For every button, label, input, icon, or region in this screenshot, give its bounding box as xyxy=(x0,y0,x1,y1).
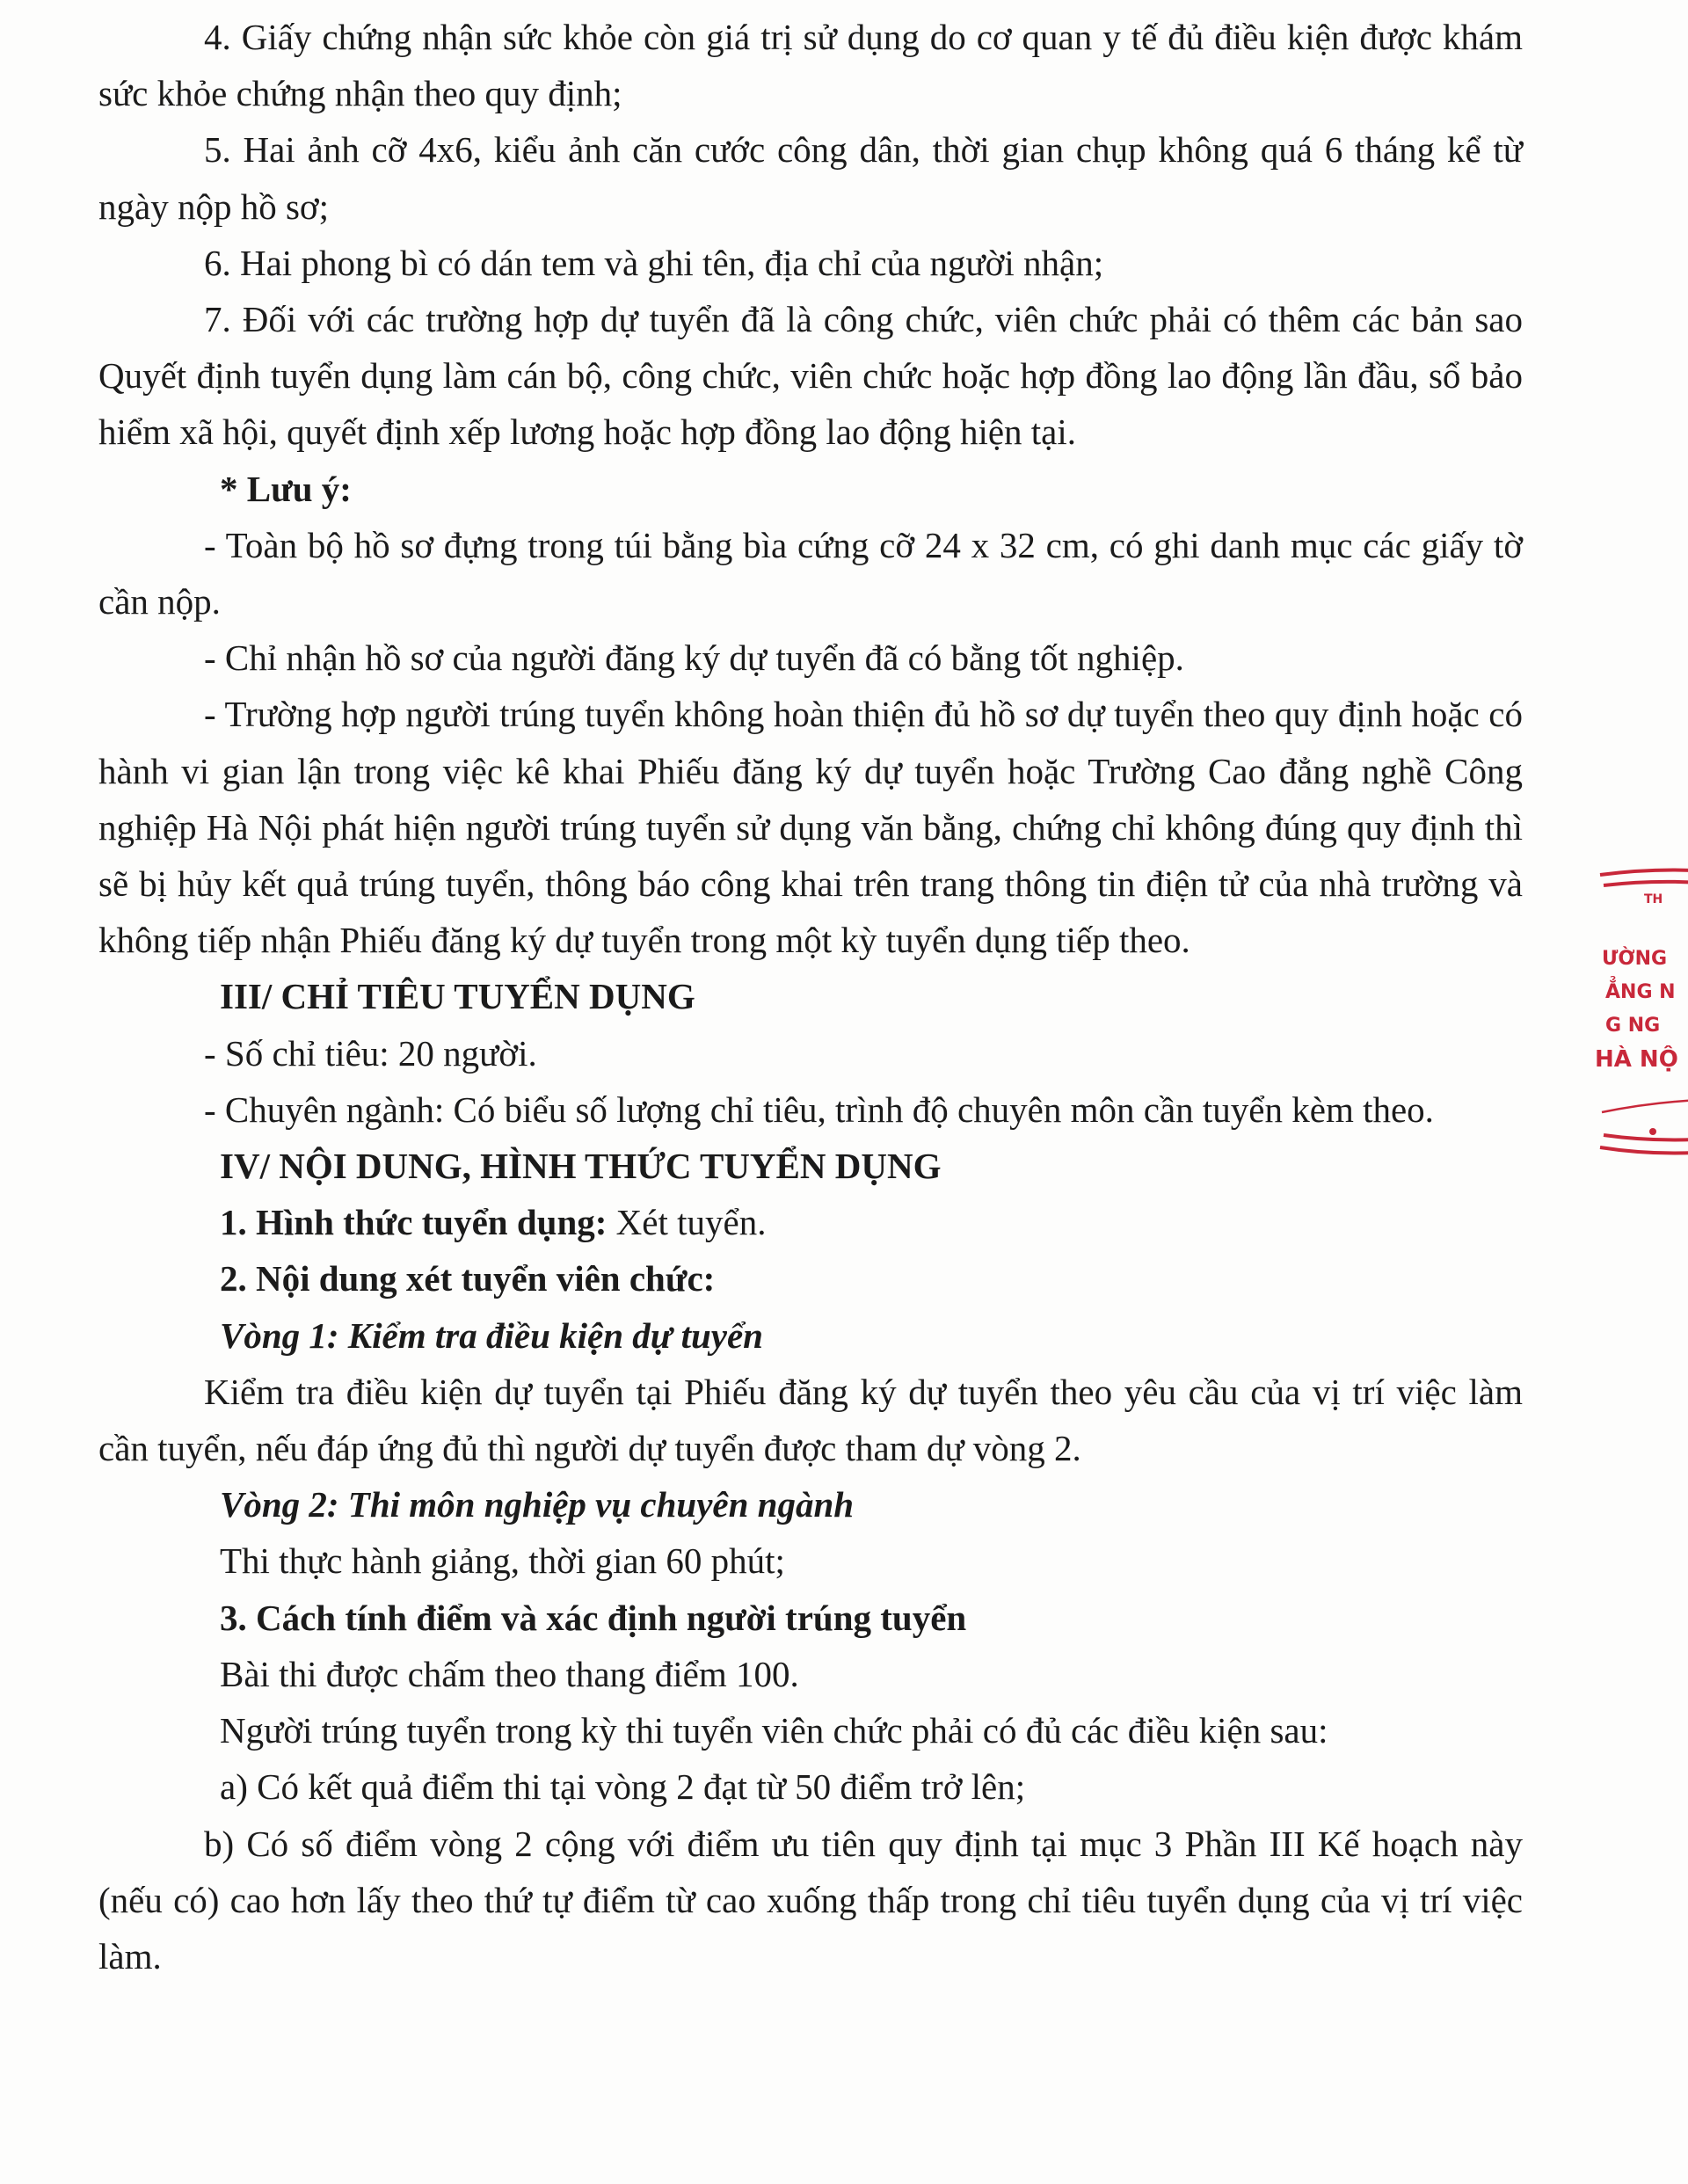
red-seal-stamp xyxy=(1582,866,1688,1165)
item-7: 7. Đối với các trường hợp dự tuyển đã là công chức, viên chức phải có thêm các bản sao Quyết định tuyển dụng làm cán bộ, công chức, viên chức hoặc hợp đồng lao động lần đầu, sổ bảo hiểm xã hội, quyết định xếp lương hoặc hợp đồng lao động hiện tại. xyxy=(98,299,1523,453)
scoring-line-1: Bài thi được chấm theo thang điểm 100. xyxy=(220,1653,799,1694)
section-3-heading: III/ CHỈ TIÊU TUYỂN DỤNG xyxy=(220,976,695,1017)
seal-inner-arc-bottom xyxy=(1604,1133,1688,1140)
round-2-title: Vòng 2: Thi môn nghiệp vụ chuyên ngành xyxy=(220,1484,855,1525)
seal-divider xyxy=(1602,1099,1688,1112)
seal-outer-arc-bottom xyxy=(1600,1146,1688,1154)
note-line-3: - Trường hợp người trúng tuyển không hoàn thiện đủ hồ sơ dự tuyển theo quy định hoặc có hành vi gian lận trong việc kê khai Phiếu đăng ký dự tuyển hoặc Trường Cao đẳng nghề Công nghiệp Hà Nội phát hiện người trúng tuyển sử dụng văn bằng, chứng chỉ không đúng quy định thì sẽ bị hủy kết quả trúng tuyển, thông báo công khai trên trang thông tin điện tử của nhà trường và không tiếp nhận Phiếu đăng ký dự tuyển trong một kỳ tuyển dụng tiếp theo. xyxy=(98,694,1523,961)
form-label: 1. Hình thức tuyển dụng: xyxy=(220,1202,608,1243)
form-value: Xét tuyển. xyxy=(607,1202,767,1243)
section-3-line-2: - Chuyên ngành: Có biểu số lượng chỉ tiêu, trình độ chuyên môn cần tuyển kèm theo. xyxy=(204,1088,1434,1130)
seal-text-2: ƯỜNG xyxy=(1602,948,1668,970)
seal-text-4: G NG xyxy=(1605,1015,1661,1037)
seal-dot xyxy=(1649,1128,1656,1135)
scoring-line-3: a) Có kết quả điểm thi tại vòng 2 đạt từ 50 điểm trở lên; xyxy=(220,1766,1026,1808)
scoring-title: 3. Cách tính điểm và xác định người trúng tuyển xyxy=(220,1597,967,1638)
note-line-2: - Chỉ nhận hồ sơ của người đăng ký dự tuyển đã có bằng tốt nghiệp. xyxy=(204,637,1184,679)
scoring-line-b: b) Có số điểm vòng 2 cộng với điểm ưu tiên quy định tại mục 3 Phần III Kế hoạch này (nếu có) cao hơn lấy theo thứ tự điểm từ cao xuống thấp trong chỉ tiêu tuyển dụng của vị trí việc làm. xyxy=(98,1823,1523,1977)
round-1-text: Kiểm tra điều kiện dự tuyển tại Phiếu đăng ký dự tuyển theo yêu cầu của vị trí việc làm cần tuyển, nếu đáp ứng đủ thì người dự tuyển được tham dự vòng 2. xyxy=(98,1371,1523,1469)
seal-inner-arc-top xyxy=(1604,882,1688,889)
seal-text-3: ẲNG N xyxy=(1605,981,1676,1003)
item-6: 6. Hai phong bì có dán tem và ghi tên, địa chỉ của người nhận; xyxy=(204,242,1104,283)
seal-outer-arc-top xyxy=(1600,870,1688,877)
round-1-title: Vòng 1: Kiểm tra điều kiện dự tuyển xyxy=(220,1314,763,1356)
seal-text-5: HÀ NỘ xyxy=(1595,1046,1678,1073)
form-of-recruitment xyxy=(98,1194,1523,1250)
content-title: 2. Nội dung xét tuyển viên chức: xyxy=(220,1258,716,1299)
note-title: * Lưu ý: xyxy=(220,468,352,509)
scoring-line-2: Người trúng tuyển trong kỳ thi tuyển viên chức phải có đủ các điều kiện sau: xyxy=(220,1710,1328,1751)
section-4-heading: IV/ NỘI DUNG, HÌNH THỨC TUYỂN DỤNG xyxy=(220,1146,942,1187)
document-body xyxy=(98,9,1523,1984)
seal-text-1: TH xyxy=(1644,892,1663,906)
note-line-1: - Toàn bộ hồ sơ đựng trong túi bằng bìa cứng cỡ 24 x 32 cm, có ghi danh mục các giấy tờ cần nộp. xyxy=(98,524,1523,622)
item-5: 5. Hai ảnh cỡ 4x6, kiểu ảnh căn cước công dân, thời gian chụp không quá 6 tháng kể từ ngày nộp hồ sơ; xyxy=(98,129,1523,227)
item-4: 4. Giấy chứng nhận sức khỏe còn giá trị sử dụng do cơ quan y tế đủ điều kiện được khám sức khỏe chứng nhận theo quy định; xyxy=(98,17,1523,114)
round-2-text: Thi thực hành giảng, thời gian 60 phút; xyxy=(220,1540,785,1582)
section-3-line-1: - Số chỉ tiêu: 20 người. xyxy=(204,1032,537,1074)
